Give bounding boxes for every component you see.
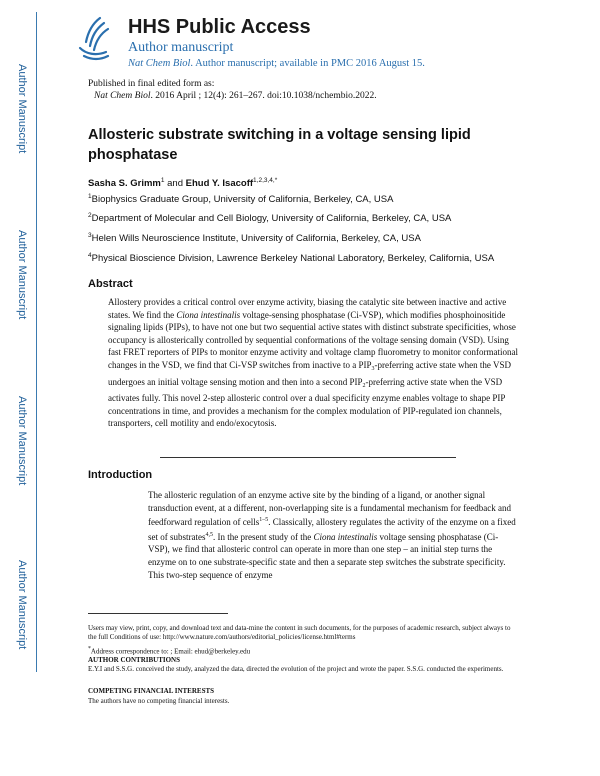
affiliation: $^3$Helen Wills Neuroscience Institute, University of California, Berkeley, CA, USA [88, 232, 421, 245]
contributions-heading: AUTHOR CONTRIBUTIONS [88, 656, 180, 664]
rights-notice: Users may view, print, copy, and download text and data-mine the content in such documents, for the purposes of academic research, subject always to the full Conditions of use: http://www.nature.com/authors/editorial_policies/license.html#terms [88, 624, 511, 641]
footnote-divider [88, 613, 228, 614]
sidebar-label: Author Manuscript [16, 560, 28, 650]
contributions-text: E.Y.I and S.S.G. conceived the study, analyzed the data, directed the evolution of the project and wrote the paper. S.S.G. conducted the experiments. [88, 665, 504, 673]
header-availability: Nat Chem Biol. Author manuscript; available in PMC 2016 August 15. [128, 58, 425, 69]
article-title: Allosteric substrate switching in a voltage sensing lipid phosphatase [88, 127, 471, 163]
abstract-divider [160, 457, 456, 458]
citation: Nat Chem Biol. 2016 April ; 12(4): 261–267. doi:10.1038/nchembio.2022. [94, 91, 377, 101]
sidebar-label: Author Manuscript [16, 396, 28, 486]
author-list: Sasha S. Grimm$^1$ and Ehud Y. Isacoff$^{1,2,3,4,*}$ [88, 177, 278, 190]
published-label: Published in final edited form as: [88, 79, 215, 89]
affiliation: $^4$Physical Bioscience Division, Lawrence Berkeley National Laboratory, Berkeley, California, USA [88, 252, 495, 265]
interests-text: The authors have no competing financial interests. [88, 697, 230, 705]
introduction-heading: Introduction [88, 469, 153, 481]
abstract-text: Allostery provides a critical control over enzyme activity, biasing the catalytic site between inactive and active states. We find the Ciona intestinalis voltage-sensing phosphatase (Ci-VSP), which modifies phosphoinositide signaling lipids (PIPs), to have not one but two sequential active states with distinct substrate specificities, whose occupancy is allosterically controlled by sequential conformations of the voltage sensing domain (VSD). Using fast FRET reporters of PIPs to monitor enzyme activity and voltage clamp fluorometry to monitor conformational changes in the VSD, we find that Ci-VSP switches from inactive to a $PIP_3$-preferring active state when the VSD undergoes an initial voltage sensing motion and then into a second $PIP_2$-preferring active state when the VSD activates fully. This novel 2-step allosteric control over a dual specificity enzyme enables voltage to shape PIP concentrations in time, and provides a mechanism for the complex modulation of PIP-regulated ion channels, transporters, cell motility and endo/exocytosis. [108, 297, 518, 429]
hhs-eagle-logo-icon [74, 14, 114, 62]
correspondence: *Address correspondence to: ; Email: ehud@berkeley.edu [88, 646, 251, 656]
affiliation: $^2$Department of Molecular and Cell Biology, University of California, Berkeley, CA, USA [88, 212, 452, 225]
affiliation: $^1$Biophysics Graduate Group, University of California, Berkeley, CA, USA [88, 193, 394, 206]
abstract-heading: Abstract [88, 278, 133, 290]
introduction-text: The allosteric regulation of an enzyme active site by the binding of a ligand, or another signal transduction event, at a different, non-overlapping site is a fundamental mechanism for feedback and feedforward regulation of cells$^{1-5}$. Classically, allostery regulates the activity of the enzyme on a fixed set of substrates$^{4,5}$. In the present study of the Ciona intestinalis voltage sensing phosphatase (Ci-VSP), we find that allosteric control can operate in more than one step – an initial step turns the enzyme on to one substrate-specific state and then a separate step switches the substrate specificity. This two-step sequence of enzyme [148, 490, 516, 580]
header-title: HHS Public Access [128, 16, 311, 38]
sidebar-label: Author Manuscript [16, 64, 28, 154]
interests-heading: COMPETING FINANCIAL INTERESTS [88, 687, 215, 695]
sidebar-label: Author Manuscript [16, 230, 28, 320]
sidebar-rule [36, 12, 37, 672]
header-subtitle: Author manuscript [128, 40, 234, 55]
